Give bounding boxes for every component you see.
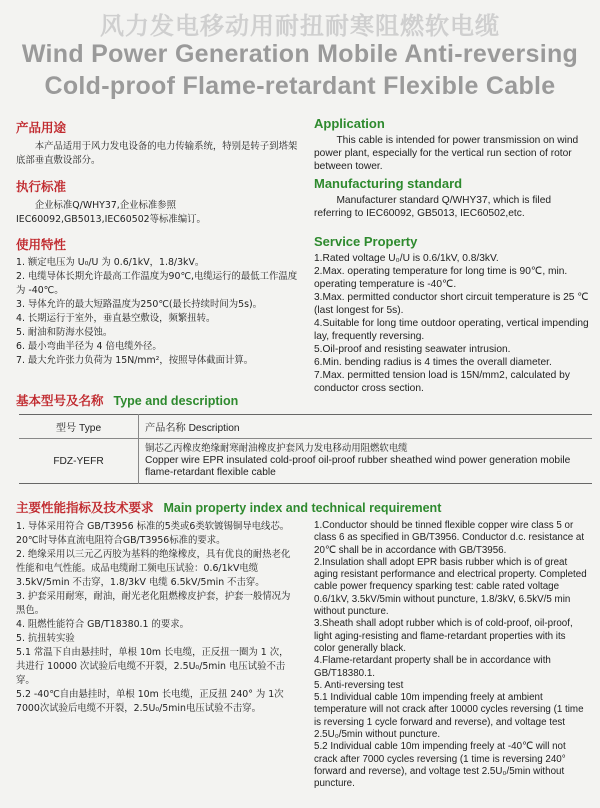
service-list-cn (16, 256, 298, 368)
list-item: 3.Max. permitted conductor short circuit temperature is 25 ℃(last longest for 5s). (314, 292, 589, 316)
main-property-heading-en: Main property index and technical requirement (163, 501, 442, 515)
list-item: 4. 长期运行于室外，垂直悬空敷设，频繁扭转。 (16, 313, 216, 324)
type-heading-cn: 基本型号及名称 (16, 393, 104, 408)
list-item: 5. Anti-reversing test (314, 679, 404, 691)
application-text-en: This cable is intended for power transmission on wind power plant, especially for the vertical run section of rotor between tower. (314, 135, 579, 172)
list-item: 3. 导体允许的最大短路温度为250℃(最长持续时间为5s)。 (16, 299, 263, 310)
list-item: 6. 最小弯曲半径为 4 倍电缆外径。 (16, 341, 162, 352)
service-heading-cn: 使用特性 (16, 238, 67, 252)
list-item: 1. 导体采用符合 GB/T3956 标准的5类或6类软镀锡铜导电线芯。20℃时导体直流电阻符合GB/T3956标准的要求。 (16, 521, 290, 546)
service-cn (16, 235, 298, 368)
list-item: 2. 绝缘采用以三元乙丙胶为基料的绝缘橡皮，具有优良的耐热老化性能和电气性能。成品电缆耐工频电压试验：0.6/1kV电缆 3.5kV/5min 不击穿，1.8/3kV 电缆 6.5kV/5min 不击穿。 (16, 549, 291, 588)
list-item: 2.Insulation shall adopt EPR basis rubber which is of great aging resistant performance and electrical property. Completed cable power frequency sparking test: cable rated voltage 0.6/1kV, 3.5kV/5min without puncture, 1.8/3kV, 6.5kV/5 min without puncture. (314, 556, 587, 618)
cell-type: FDZ-YEFR (19, 439, 139, 484)
page-title-en-line1: Wind Power Generation Mobile Anti-reversing (21, 40, 579, 68)
list-item: 6.Min. bending radius is 4 times the overall diameter. (314, 357, 552, 368)
list-item: 4. 阻燃性能符合 GB/T18380.1 的要求。 (16, 619, 189, 630)
main-property-heading-cn: 主要性能指标及技术要求 (16, 500, 154, 515)
standard-text-en: Manufacturer standard Q/WHY37, which is filed referring to IEC60092, GB5013, IEC60502,etc. (314, 195, 552, 219)
list-item: 5.2 -40℃自由悬挂时，单根 10m 长电缆，正反扭 240° 为 1次7000次试验后电缆不开裂，2.5U₀/5min电压试验不击穿。 (16, 689, 284, 714)
list-item: 5.2 Individual cable 10m impending freely at -40℃ will not crack after 7000 cycles reversing (1 time is reversing 240° forward and reverse), and voltage test 2.5U₀/5min without puncture. (314, 741, 566, 790)
cell-description (139, 439, 593, 484)
main-property-en (314, 520, 589, 791)
list-item: 4.Flame-retardant property shall be in accordance with GB/T18380.1. (314, 655, 551, 679)
service-heading-en: Service Property (314, 234, 418, 249)
list-item: 7.Max. permitted tension load is 15N/mm2, calculated by conductor cross section. (314, 370, 570, 394)
application-cn (16, 118, 298, 168)
standard-heading-en: Manufacturing standard (314, 176, 463, 191)
list-item: 2.Max. operating temperature for long time is 90℃, min. operating temperature is -40℃. (314, 266, 568, 290)
list-item: 7. 最大允许张力负荷为 15N/mm²，按照导体截面计算。 (16, 355, 254, 366)
table-row (19, 439, 592, 484)
application-heading-cn: 产品用途 (16, 121, 67, 135)
list-item: 2. 电缆导体长期允许最高工作温度为90℃,电缆运行的最低工作温度为 -40℃。 (16, 271, 298, 296)
list-item: 5. 抗扭转实验 (16, 633, 75, 644)
page-title-en-line2: Cold-proof Flame-retardant Flexible Cable (44, 72, 556, 100)
application-text-cn: 本产品适用于风力发电设备的电力传输系统，特别是转子到塔架底部垂直敷设部分。 (16, 141, 298, 166)
type-table (19, 414, 592, 484)
standard-heading-cn: 执行标准 (16, 180, 67, 194)
list-item: 5.Oil-proof and resisting seawater intrusion. (314, 344, 511, 355)
list-item: 3. 护套采用耐寒，耐油，耐光老化阻燃橡皮护套，护套一般情况为黑色。 (16, 591, 291, 616)
main-property-heading (16, 498, 441, 516)
type-heading-en: Type and description (113, 394, 239, 408)
list-item: 3.Sheath shall adopt rubber which is of cold-proof, oil-proof, light aging-resisting and flame-retardant properties with its color generally black. (314, 618, 573, 654)
list-item: 5.1 Individual cable 10m impending freely at ambient temperature will not crack after 10000 cycles reversing (1 time is reversing 1 cycle forward and reverse), and voltage test 2.5U₀/5min without puncture. (314, 692, 584, 741)
description-cn: 铜芯乙丙橡皮绝缘耐寒耐油橡皮护套风力发电移动用阻燃软电缆 (145, 443, 408, 454)
table-header-row (19, 415, 592, 439)
main-property-cn (16, 520, 296, 716)
application-en (314, 116, 589, 173)
standard-cn (16, 177, 298, 227)
list-item: 1.Conductor should be tinned flexible copper wire class 5 or class 6 as specified in GB/T3956. Conductor d.c. resistance at 20℃ shall be in accordance with GB/T3956. (314, 520, 585, 556)
standard-en (314, 176, 589, 220)
standard-text-cn: 企业标准Q/WHY37,企业标准参照IEC60092,GB5013,IEC60502等标准编订。 (16, 200, 206, 225)
application-heading-en: Application (314, 116, 385, 131)
service-en (314, 234, 589, 395)
column-header-description: 产品名称 Description (139, 415, 593, 439)
main-property-list-en (314, 520, 589, 791)
type-section-heading (16, 391, 238, 409)
service-list-en (314, 252, 589, 395)
list-item: 1.Rated voltage U₀/U is 0.6/1kV, 0.8/3kV. (314, 253, 499, 264)
column-header-type: 型号 Type (19, 415, 139, 439)
page-title-cn: 风力发电移动用耐扭耐寒阻燃软电缆 (100, 12, 500, 40)
list-item: 1. 额定电压为 U₀/U 为 0.6/1kV，1.8/3kV。 (16, 257, 205, 268)
main-property-list-cn (16, 520, 296, 716)
list-item: 5. 耐油和防海水侵蚀。 (16, 327, 113, 338)
list-item: 4.Suitable for long time outdoor operating, vertical impending lay, frequently reversing. (314, 318, 589, 342)
description-en: Copper wire EPR insulated cold-proof oil-proof rubber sheathed wind power generation mobile flame-retardant flexible cable (145, 455, 571, 478)
list-item: 5.1 常温下自由悬挂时，单根 10m 长电缆，正反扭一圈为 1 次，共进行 10000 次试验后电缆不开裂，2.5U₀/5min 电压试验不击穿。 (16, 647, 289, 686)
